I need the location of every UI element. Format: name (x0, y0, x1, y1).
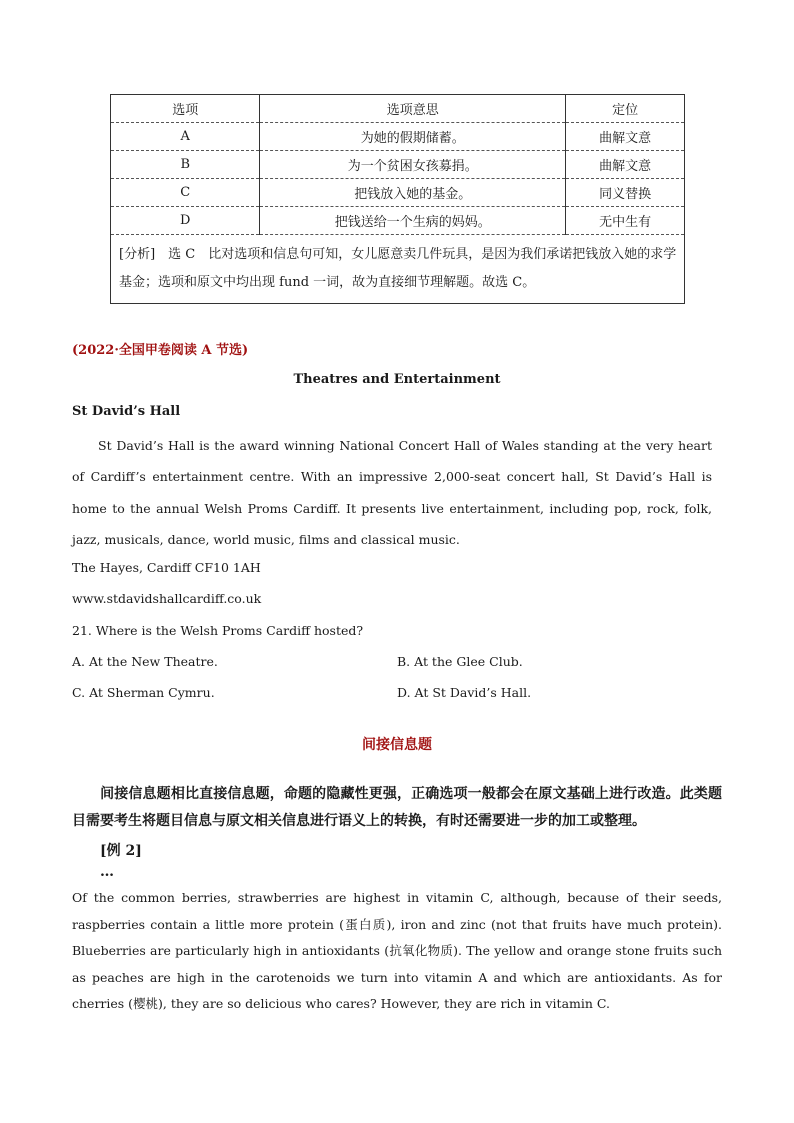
source-title: (2022·全国甲卷阅读 A 节选) (72, 343, 249, 358)
answer-option-b: B. At the Glee Club. (397, 654, 523, 669)
cell-option: C (111, 179, 260, 207)
topic-intro (72, 781, 722, 835)
topic-heading: 间接信息题 (362, 737, 432, 753)
section-heading: St David’s Hall (72, 404, 181, 419)
cell-option: A (111, 123, 260, 151)
cell-option: D (111, 207, 260, 235)
answer-option-c: C. At Sherman Cymru. (72, 685, 215, 700)
example-label: [例 2] (100, 843, 142, 859)
cell-option: B (111, 151, 260, 179)
cell-locate: 曲解文意 (566, 123, 685, 151)
cell-meaning: 把钱放入她的基金。 (260, 179, 566, 207)
cell-meaning: 为她的假期储蓄。 (260, 123, 566, 151)
address-line: The Hayes, Cardiff CF10 1AH (72, 560, 261, 575)
passage-paragraph (72, 430, 712, 555)
option-analysis-table (110, 94, 685, 304)
header-option: 选项 (111, 95, 260, 123)
table-row (111, 123, 685, 151)
table-header-row (111, 95, 685, 123)
passage-paragraph-text: St David’s Hall is the award winning National Concert Hall of Wales standing at the very heart of Cardiff’s entertainment centre. With an impressive 2,000-seat concert hall, St David’s Hall is home to the annual Welsh Proms Cardiff. It presents live entertainment, including pop, rock, folk, jazz, musicals, dance, world music, films and classical music. (72, 438, 712, 547)
passage-title: Theatres and Entertainment (293, 372, 501, 387)
cell-meaning: 把钱送给一个生病的妈妈。 (260, 207, 566, 235)
answer-option-d: D. At St David’s Hall. (397, 685, 532, 700)
table-row (111, 179, 685, 207)
table-row (111, 207, 685, 235)
website-line: www.stdavidshallcardiff.co.uk (72, 591, 262, 606)
header-locate: 定位 (566, 95, 685, 123)
question-stem: 21. Where is the Welsh Proms Cardiff hosted? (72, 623, 364, 638)
topic-intro-text: 间接信息题相比直接信息题，命题的隐藏性更强，正确选项一般都会在原文基础上进行改造。此类题目需要考生将题目信息与原文相关信息进行语义上的转换，有时还需要进一步的加工或整理。 (72, 786, 722, 829)
table-row (111, 151, 685, 179)
cell-locate: 曲解文意 (566, 151, 685, 179)
answer-option-a: A. At the New Theatre. (72, 654, 218, 669)
example-ellipsis: … (100, 864, 114, 880)
cell-locate: 同义替换 (566, 179, 685, 207)
analysis-text: [分析] 选 C 比对选项和信息句可知，女儿愿意卖几件玩具，是因为我们承诺把钱放入她的求学基金；选项和原文中均出现 fund 一词，故为直接细节理解题。故选 C。 (111, 235, 685, 304)
cell-locate: 无中生有 (566, 207, 685, 235)
header-meaning: 选项意思 (260, 95, 566, 123)
example-paragraph: Of the common berries, strawberries are highest in vitamin C, although, because of their seeds, raspberries contain a little more protein (蛋白质), iron and zinc (not that fruits have much protein). Blueberries are particularly high in antioxidants (抗氧化物质). The yellow and orange stone fruits such as peaches are high in the carotenoids we turn into vitamin A and which are antioxidants. As for cherries (樱桃), they are so delicious who cares? However, they are rich in vitamin C. (72, 890, 722, 1012)
cell-meaning: 为一个贫困女孩募捐。 (260, 151, 566, 179)
table-analysis-row (111, 235, 685, 304)
